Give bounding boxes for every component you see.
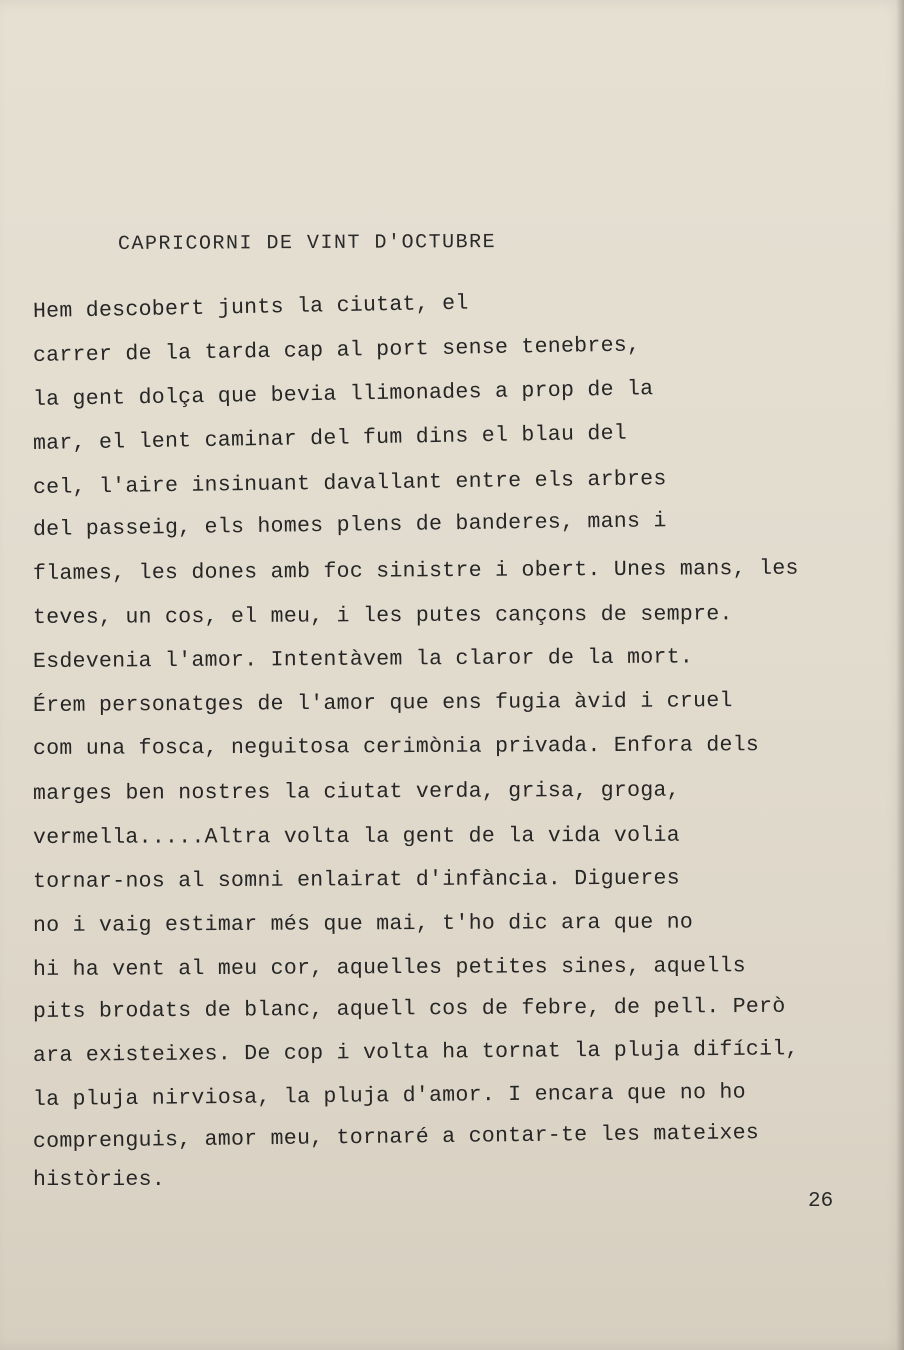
page-number: 26 — [808, 1190, 834, 1213]
text-line: flames, les dones amb foc sinistre i obert. Unes mans, les — [32, 556, 799, 586]
text-line: marges ben nostres la ciutat verda, grisa, groga, — [32, 778, 680, 806]
text-line: ara existeixes. De cop i volta ha tornat la pluja difícil, — [32, 1037, 799, 1068]
text-line: vermella.....Altra volta la gent de la vida volia — [32, 823, 680, 850]
text-line: mar, el lent caminar del fum dins el blau del — [32, 421, 628, 456]
text-line: carrer de la tarda cap al port sense tenebres, — [32, 333, 641, 368]
text-line: com una fosca, neguitosa cerimònia privada. Enfora dels — [32, 733, 760, 761]
text-line: Hem descobert junts la ciutat, el — [32, 291, 469, 324]
text-line: històries. — [33, 1168, 166, 1192]
text-line: pits brodats de blanc, aquell cos de febre, de pell. Però — [32, 994, 786, 1024]
text-line: teves, un cos, el meu, i les putes cançons de sempre. — [32, 602, 733, 630]
text-line: Érem personatges de l'amor que ens fugia àvid i cruel — [32, 689, 733, 718]
text-line: Esdevenia l'amor. Intentàvem la claror de la mort. — [32, 645, 694, 674]
text-line: cel, l'aire insinuant davallant entre els arbres — [32, 467, 667, 500]
text-line: hi ha vent al meu cor, aquelles petites sines, aquells — [32, 954, 746, 982]
text-line: no i vaig estimar més que mai, t'ho dic ara que no — [32, 910, 694, 938]
page-edge-shadow — [896, 0, 904, 1350]
text-line: comprenguis, amor meu, tornaré a contar-te les mateixes — [32, 1121, 760, 1154]
poem-title: CAPRICORNI DE VINT D'OCTUBRE — [117, 231, 497, 256]
text-line: la gent dolça que bevia llimonades a prop de la — [32, 377, 654, 412]
text-line: tornar-nos al somni enlairat d'infància. Digueres — [32, 866, 680, 894]
text-line: la pluja nirviosa, la pluja d'amor. I encara que no ho — [32, 1080, 747, 1112]
text-line: del passeig, els homes plens de banderes, mans i — [32, 509, 667, 542]
